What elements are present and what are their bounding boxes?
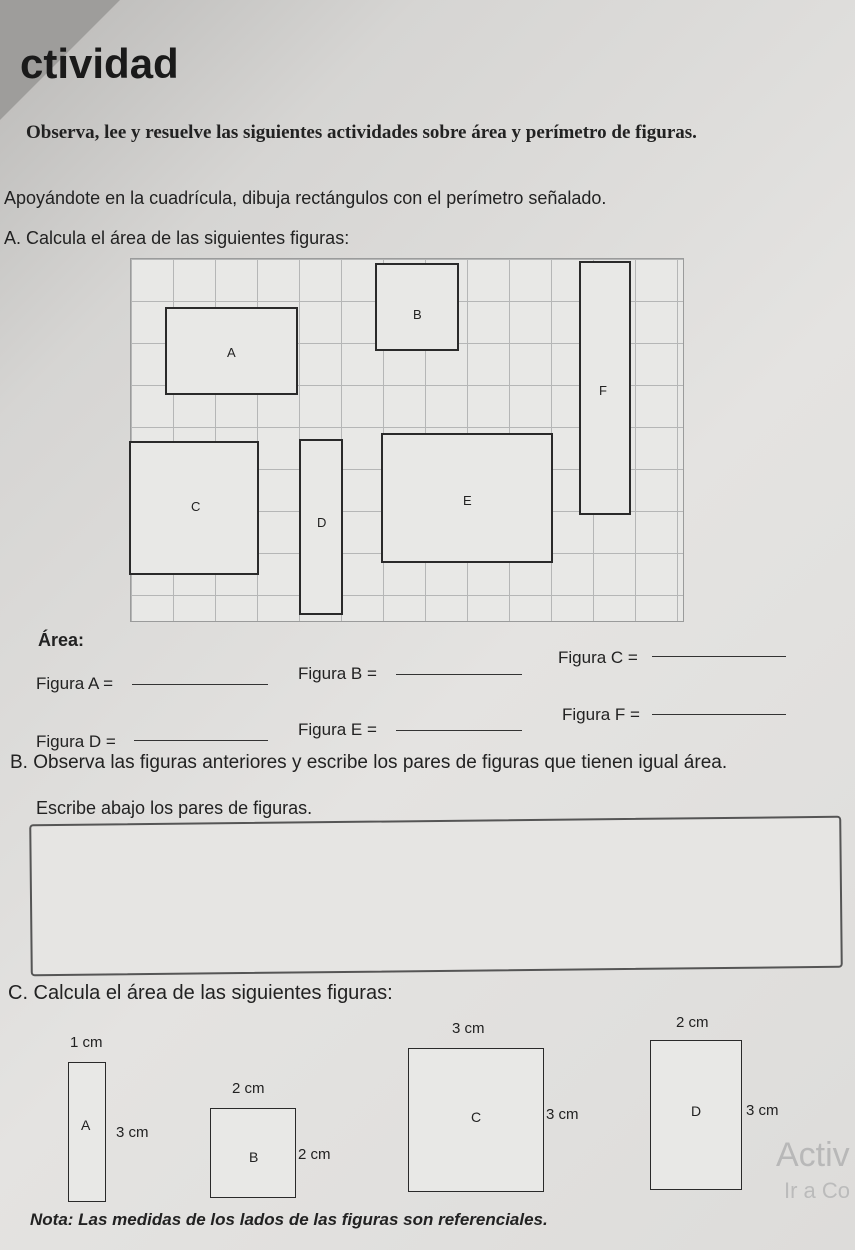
shape-d-side-measure: 3 cm: [746, 1102, 779, 1119]
shape-c: [408, 1048, 544, 1192]
area-field-f-label: Figura F =: [562, 705, 640, 724]
shape-d: [650, 1040, 742, 1190]
figure-c: [129, 441, 259, 575]
footnote: Nota: Las medidas de los lados de las figuras son referenciales.: [30, 1210, 548, 1229]
figure-d: [299, 439, 343, 615]
figure-b: [375, 263, 459, 351]
activation-watermark-sub: Ir a Co: [784, 1178, 851, 1203]
area-field-b[interactable]: [396, 674, 522, 675]
shape-a-top-measure: 1 cm: [70, 1034, 103, 1051]
figure-d-label: D: [317, 515, 327, 530]
figure-e: [381, 433, 553, 563]
instruction-text: Observa, lee y resuelve las siguientes actividades sobre área y perímetro de figuras.: [26, 122, 697, 143]
area-field-b-label: Figura B =: [298, 664, 377, 683]
figure-c-label: C: [191, 499, 201, 514]
area-field-f[interactable]: [652, 714, 786, 715]
area-field-c-label: Figura C =: [558, 648, 638, 667]
shape-b: [210, 1108, 296, 1198]
shape-d-top-measure: 2 cm: [676, 1014, 709, 1031]
figure-e-label: E: [463, 493, 472, 508]
area-field-a[interactable]: [132, 684, 268, 685]
shape-c-top-measure: 3 cm: [452, 1020, 485, 1037]
activation-watermark: Activ: [776, 1136, 850, 1174]
area-field-d[interactable]: [134, 740, 268, 741]
shape-b-label: B: [249, 1149, 259, 1165]
figure-b-label: B: [413, 307, 422, 322]
figure-f-label: F: [599, 383, 607, 398]
area-label: Área:: [38, 630, 85, 650]
page-title: ctividad: [20, 40, 179, 87]
shape-a: [68, 1062, 106, 1202]
figure-a-label: A: [227, 345, 236, 360]
shape-a-label: A: [81, 1117, 91, 1133]
shape-b-top-measure: 2 cm: [232, 1080, 265, 1097]
area-field-c[interactable]: [652, 656, 786, 657]
perimeter-task: Apoyándote en la cuadrícula, dibuja rectángulos con el perímetro señalado.: [4, 188, 607, 208]
shape-d-label: D: [691, 1103, 702, 1119]
section-c-heading: C. Calcula el área de las siguientes figuras:: [8, 982, 393, 1004]
shape-b-side-measure: 2 cm: [298, 1146, 331, 1163]
section-b-subheading: Escribe abajo los pares de figuras.: [36, 798, 313, 818]
pairs-answer-box[interactable]: [29, 816, 843, 976]
section-b-heading: B. Observa las figuras anteriores y escribe los pares de figuras que tienen igual área.: [10, 752, 728, 773]
section-a-heading: A. Calcula el área de las siguientes figuras:: [4, 228, 350, 248]
area-field-e-label: Figura E =: [298, 720, 377, 739]
shape-c-side-measure: 3 cm: [546, 1106, 579, 1123]
area-field-a-label: Figura A =: [36, 674, 114, 693]
area-field-d-label: Figura D =: [36, 732, 116, 751]
shape-a-side-measure: 3 cm: [116, 1124, 149, 1141]
grid-figures: [130, 258, 684, 622]
figure-a: [165, 307, 298, 395]
area-field-e[interactable]: [396, 730, 522, 731]
shape-c-label: C: [471, 1109, 482, 1125]
figure-f: [579, 261, 631, 515]
